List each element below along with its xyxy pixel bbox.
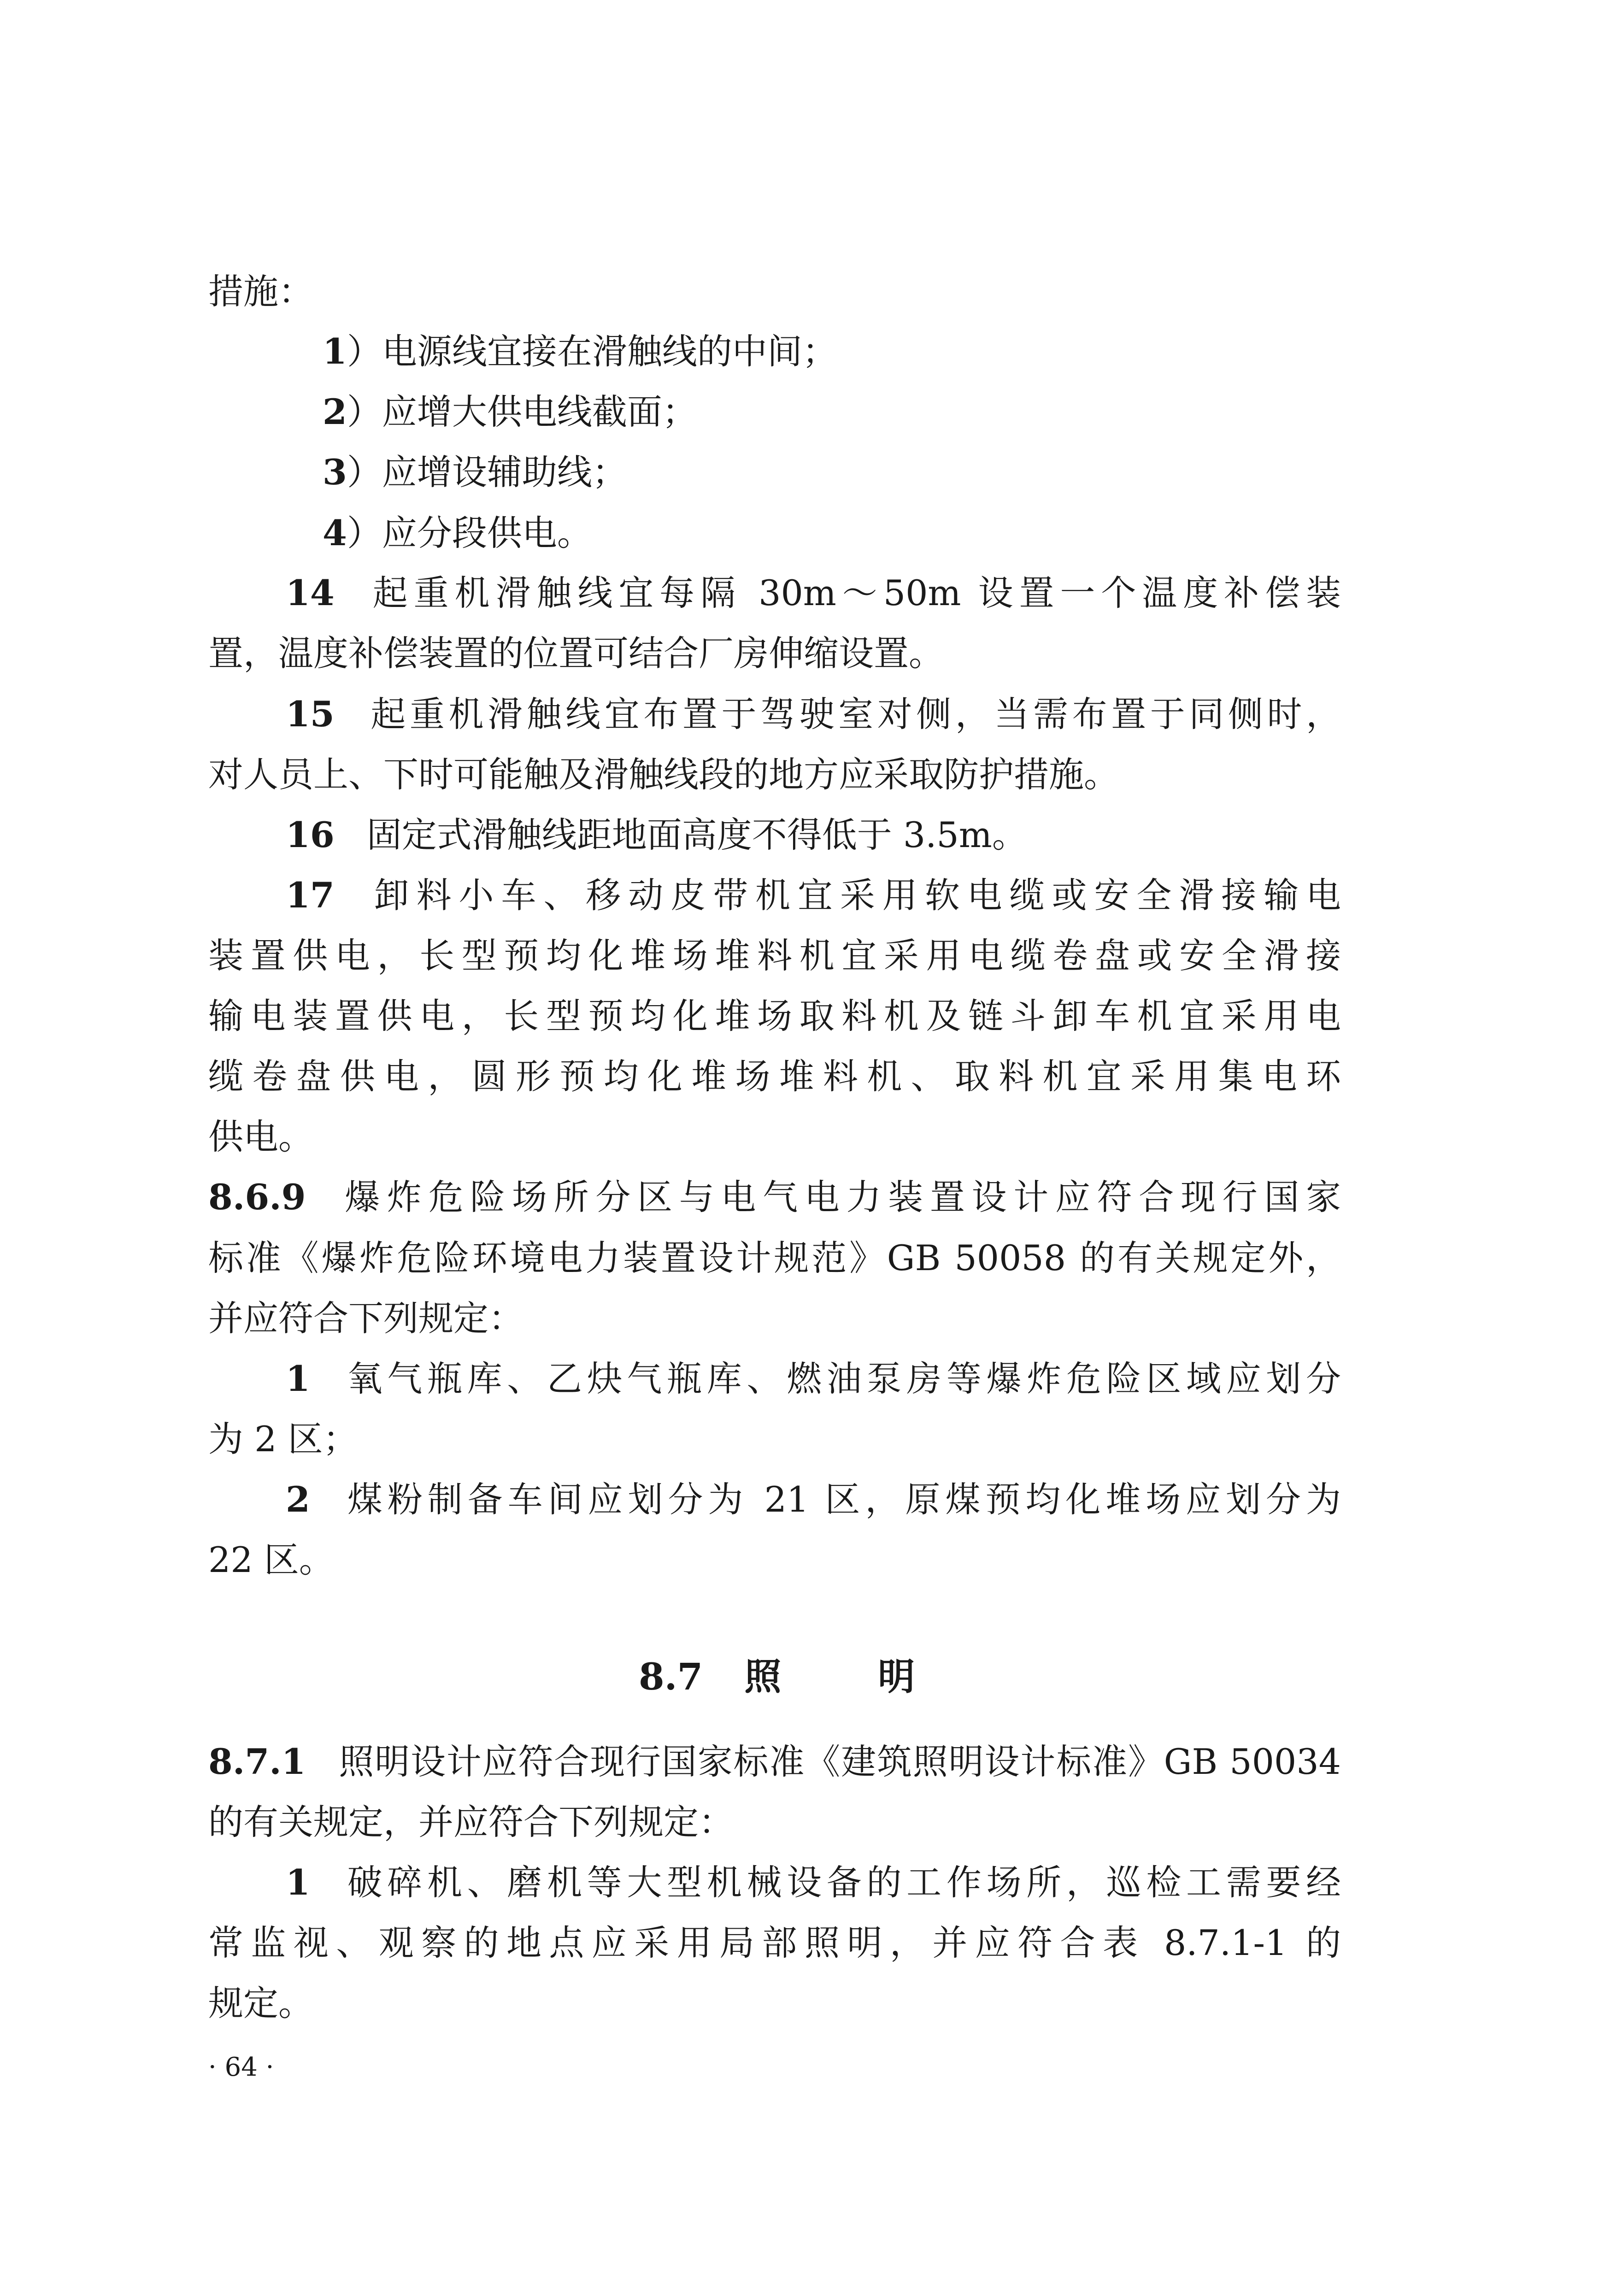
clause-number: 2 [286,1479,310,1520]
clause-line [286,570,1341,616]
paragraph-line [208,1537,1341,1583]
item-number: 4 [323,512,347,553]
paragraph-line [208,630,1341,677]
paragraph-line [208,1054,1341,1100]
list-item [323,510,1452,556]
clause-line [286,812,1341,858]
text: 对人员上、下时可能触及滑触线段的地方应采取防护措施。 [208,754,1119,795]
paragraph-line [208,933,1341,979]
clause-line [286,872,1341,918]
text: 常监视、观察的地点应采用局部照明，并应符合表 8.7.1-1 的 [208,1922,1341,1963]
clause-number: 1 [286,1358,310,1399]
section-title-char: 照 [744,1655,782,1698]
clause-line [208,1739,1341,1785]
text: 为 2 区； [208,1419,358,1460]
paragraph-line [208,1295,1341,1342]
clause-line [286,691,1341,737]
clause-number: 15 [286,694,335,735]
text: 的有关规定，并应符合下列规定： [208,1801,734,1843]
item-text: ）电源线宜接在滑触线的中间； [347,331,837,372]
clause-number: 8.6.9 [208,1177,306,1218]
text: 标准《爆炸危险环境电力装置设计规范》GB 50058 的有关规定外， [208,1237,1341,1278]
clause-text: 起重机滑触线宜每隔 30m～50m 设置一个温度补偿装 [366,572,1341,613]
list-item [323,329,1452,375]
clause-text: 起重机滑触线宜布置于驾驶室对侧，当需布置于同侧时， [366,694,1341,735]
list-item [323,449,1452,495]
section-heading [639,1654,915,1700]
clause-text: 氧气瓶库、乙炔气瓶库、燃油泵房等爆炸危险区域应划分 [342,1358,1341,1399]
item-number: 1 [323,331,347,372]
paragraph-line [208,269,1452,315]
paragraph-line [208,1980,1341,2026]
paragraph-line [208,752,1341,798]
text: 输电装置供电，长型预均化堆场取料机及链斗卸车机宜采用电 [208,995,1341,1036]
clause-number: 1 [286,1862,310,1903]
clause-text: 照明设计应符合现行国家标准《建筑照明设计标准》GB 50034 [338,1741,1341,1782]
clause-text: 破碎机、磨机等大型机械设备的工作场所，巡检工需要经 [342,1862,1341,1903]
text: 置，温度补偿装置的位置可结合厂房伸缩设置。 [208,633,944,674]
item-text: ）应增设辅助线； [347,452,627,493]
paragraph-line [208,1920,1341,1966]
clause-text: 固定式滑触线距地面高度不得低于 3.5m。 [366,814,1027,855]
clause-line [286,1477,1341,1523]
text: 22 区。 [208,1539,334,1580]
paragraph-line [208,1114,1341,1160]
clause-line [208,1174,1341,1220]
paragraph-line [208,993,1341,1039]
text: 装置供电，长型预均化堆场堆料机宜采用电缆卷盘或安全滑接 [208,935,1341,976]
item-number: 2 [323,391,347,432]
item-text: ）应分段供电。 [347,512,592,553]
list-item [323,389,1452,435]
text: 措施： [208,271,313,312]
text: 缆卷盘供电，圆形预均化堆场堆料机、取料机宜采用集电环 [208,1056,1341,1097]
clause-text: 卸料小车、移动皮带机宜采用软电缆或安全滑接输电 [366,875,1341,916]
paragraph-line [208,1416,1341,1462]
item-number: 3 [323,452,347,493]
clause-text: 爆炸危险场所分区与电气电力装置设计应符合现行国家 [338,1177,1341,1218]
clause-number: 8.7.1 [208,1741,306,1782]
text: 并应符合下列规定： [208,1298,523,1339]
section-number: 8.7 [639,1655,703,1698]
page-number: · 64 · [208,2052,274,2082]
paragraph-line [208,1235,1341,1281]
clause-number: 14 [286,572,335,613]
clause-line [286,1356,1341,1402]
item-text: ）应增大供电线截面； [347,391,697,432]
clause-text: 煤粉制备车间应划分为 21 区，原煤预均化堆场应划分为 [342,1479,1341,1520]
text: 规定。 [208,1983,313,2024]
paragraph-line [208,1799,1341,1845]
clause-number: 16 [286,814,335,855]
text: 供电。 [208,1116,313,1157]
clause-number: 17 [286,875,335,916]
clause-line [286,1860,1341,1906]
section-title-char: 明 [878,1655,915,1698]
